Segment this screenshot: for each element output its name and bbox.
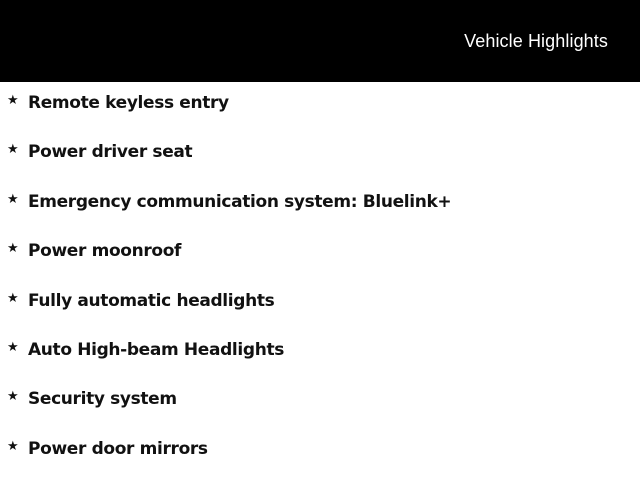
star-icon: ★: [7, 241, 19, 257]
star-icon: ★: [7, 93, 19, 108]
star-icon: ★: [7, 142, 19, 158]
list-item: [0, 237, 640, 286]
highlight-label: Security system: [28, 389, 177, 410]
star-icon: ★: [7, 389, 19, 405]
list-item: [0, 89, 640, 138]
list-item: [0, 435, 640, 484]
highlight-label: Remote keyless entry: [28, 93, 229, 113]
list-item: [0, 287, 640, 336]
star-icon: ★: [7, 191, 19, 207]
list-item: [0, 336, 640, 385]
highlight-label: Power driver seat: [28, 142, 193, 163]
list-item: [0, 138, 640, 187]
star-icon: ★: [7, 290, 19, 306]
highlight-label: Power moonroof: [28, 241, 182, 262]
highlight-label: Emergency communication system: Bluelink+: [28, 191, 452, 212]
highlight-label: Power door mirrors: [28, 438, 208, 459]
highlight-label: Auto High-beam Headlights: [28, 339, 284, 360]
header-bar: [0, 0, 640, 82]
star-icon: ★: [7, 438, 19, 454]
page-title: Vehicle Highlights: [464, 31, 608, 51]
star-icon: ★: [7, 339, 19, 355]
list-item: [0, 385, 640, 434]
list-item: [0, 188, 640, 237]
highlights-list: [0, 89, 640, 484]
highlight-label: Fully automatic headlights: [28, 290, 275, 311]
